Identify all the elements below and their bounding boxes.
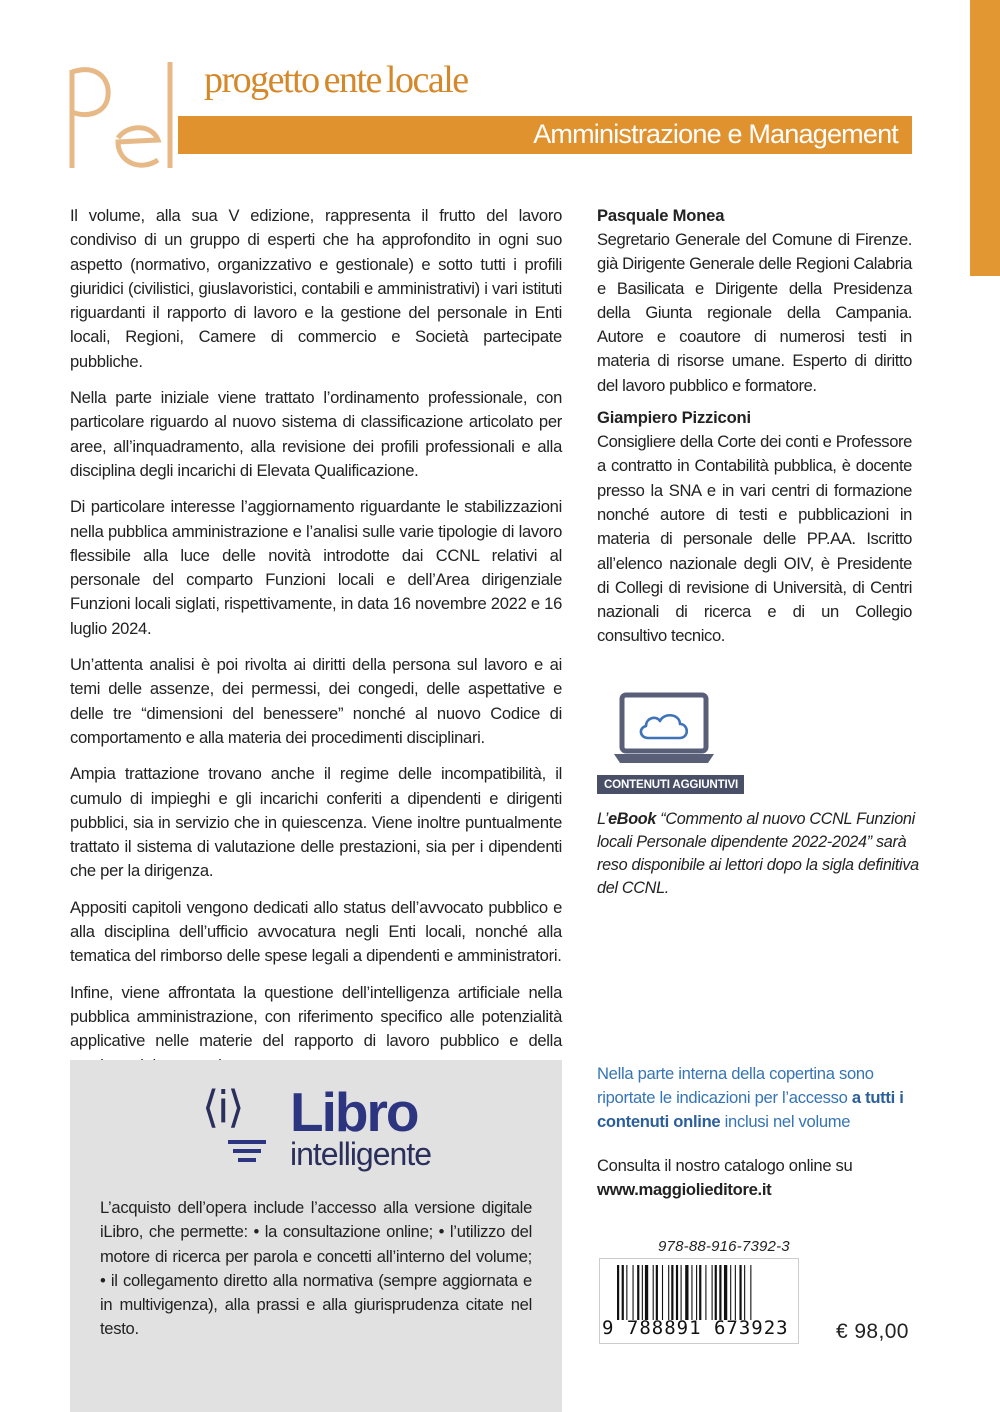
ilibro-bracket: ⟨i⟩: [202, 1082, 243, 1133]
catalog-note: [597, 1154, 927, 1202]
barcode-bar: [735, 1265, 736, 1320]
barcode-bar: [691, 1265, 692, 1320]
barcode-bar: [730, 1265, 731, 1320]
ilibro-subtitle: intelligente: [290, 1136, 431, 1172]
laptop-cloud-icon: [612, 692, 716, 766]
ilibro-word: Libro: [290, 1081, 418, 1143]
barcode-bar: [712, 1265, 713, 1320]
barcode-bar: [705, 1265, 706, 1320]
barcode-box: [599, 1258, 799, 1344]
barcode-bar: [642, 1265, 643, 1320]
ilibro-description: L’acquisto dell’opera include l’accesso alla versione digitale iLibro, che permette: • la consultazione online; • l’utilizzo del motore di ricerca per parola e concetti all’interno del volume; • il collegamento diretto alla normativa (sempre aggiornata e in multivigenza), alla prassi e alla giurisprudenza citate nel testo.: [100, 1198, 532, 1339]
barcode-bar: [637, 1265, 639, 1320]
contenuti-aggiuntivi-badge: CONTENUTI AGGIUNTIVI: [597, 775, 744, 794]
barcode-bar: [739, 1265, 741, 1320]
barcode-bar: [681, 1265, 682, 1320]
pel-logo: [66, 56, 190, 180]
barcode-bar: [676, 1265, 678, 1320]
series-banner: [178, 116, 912, 154]
barcode-bar: [626, 1265, 627, 1320]
barcode-bar: [696, 1265, 697, 1320]
barcode-digits: 9 788891 673923: [602, 1317, 789, 1339]
description-paragraph: Un’attenta analisi è poi rivolta ai diritti della persona sul lavoro e ai temi delle assenze, dei permessi, dei congedi, delle aspettative e delle tre “dimensioni del benessere” nonché al nuovo Codice di comportamento e alla materia dei procedimenti disciplinari.: [70, 655, 562, 747]
orange-edge-tab: [970, 0, 1000, 276]
barcode-bar: [656, 1265, 658, 1320]
barcode-bar: [715, 1265, 717, 1320]
isbn: 978-88-916-7392-3: [658, 1238, 790, 1255]
access-line: Nella parte interna della copertina sono riportate le indicazioni per l’accesso: [597, 1064, 874, 1107]
access-line-end: inclusi nel volume: [724, 1112, 851, 1131]
ebook-title: “Commento al nuovo CCNL Funzioni locali Personale dipendente 2022-2024”: [597, 810, 915, 851]
description-paragraph: Nella parte iniziale viene trattato l’ordinamento professionale, con particolare riguardo al nuovo sistema di classificazione articolato per aree, all’inquadramento, alla revisione dei profili professionali e alla disciplina degli incarichi di Elevata Qualificazione.: [70, 388, 562, 480]
online-access-note: [597, 1062, 927, 1134]
publisher-url[interactable]: www.maggiolieditore.it: [597, 1180, 772, 1199]
authors-section: [597, 204, 912, 657]
ebook-word: eBook: [608, 810, 657, 828]
ilibro-lines-icon: [228, 1140, 266, 1170]
ilibro-logo: [202, 1082, 432, 1174]
barcode-bar: [699, 1265, 701, 1320]
barcode-bar: [719, 1265, 721, 1320]
barcode-bar: [671, 1265, 673, 1320]
author-bio: Segretario Generale del Comune di Firenze. già Dirigente Generale delle Regioni Calabria e Basilicata e Dirigente della Presidenza della Giunta regionale della Campania. Autore e coautore di numerosi testi in materia di risorse umane. Esperto di diritto del lavoro pubblico e formatore.: [597, 230, 912, 395]
barcode-bar: [744, 1265, 745, 1320]
author-bio: Consigliere della Corte dei conti e Professore a contratto in Contabilità pubblica, è docente presso la SNA e in vari centri di formazione nonché autore di testi e pubblicazioni in materia di personale delle PP.AA. Iscritto all’elenco nazionale degli OIV, è Presidente di Collegi di revisione di Università, di Centri nazionali di ricerca e di un Collegio consultivo tecnico.: [597, 432, 912, 646]
author-name: Giampiero Pizziconi: [597, 408, 751, 428]
barcode-bar: [662, 1265, 663, 1320]
author-name: Pasquale Monea: [597, 206, 725, 225]
series-title: progetto ente locale: [204, 59, 468, 101]
series-subtitle: Amministrazione e Management: [533, 119, 898, 149]
barcode-bar: [617, 1265, 619, 1320]
ilibro-box: [70, 1060, 562, 1412]
barcode-bar: [724, 1265, 727, 1320]
ebook-notice: [597, 808, 927, 900]
description-paragraph: Di particolare interesse l’aggiornamento riguardante le stabilizzazioni nella pubblica amministrazione e l’analisi sulle varie tipologie di lavoro flessibile alla luce delle novità introdotte dai CCNL relativi al personale del comparto Funzioni locali e dell’Area dirigenziale Funzioni locali siglati, rispettivamente, in data 16 novembre 2022 e 16 luglio 2024.: [70, 497, 562, 638]
book-description: [70, 204, 562, 1090]
barcode: [617, 1265, 793, 1320]
price: € 98,00: [836, 1320, 909, 1343]
barcode-bar: [685, 1265, 688, 1320]
ebook-prefix: L’: [597, 810, 609, 828]
description-paragraph: Ampia trattazione trovano anche il regime delle incompatibilità, il cumulo di impieghi e gli incarichi conferiti a dipendenti e dirigenti pubblici, sia in servizio che in quiescenza. Viene inoltre puntualmente trattato il sistema di valutazione delle prestazioni, sia per i dipendenti che per la dirigenza.: [70, 764, 562, 881]
barcode-bar: [645, 1265, 648, 1320]
description-paragraph: Appositi capitoli vengono dedicati allo status dell’avvocato pubblico e alla disciplina dell’ufficio avvocatura negli Enti locali, nonché alla tematica del rimborso delle spese legali a dipendenti e amministratori.: [70, 897, 562, 966]
access-strong: a tutti i contenuti online: [597, 1088, 904, 1131]
barcode-bar: [668, 1265, 669, 1320]
catalog-line: Consulta il nostro catalogo online su: [597, 1156, 853, 1175]
barcode-bar: [633, 1265, 634, 1320]
barcode-bar: [750, 1265, 751, 1320]
description-paragraph: Infine, viene affrontata la questione dell’intelligenza artificiale nella pubblica amministrazione, con riferimento specifico alle potenzialità applicative nelle materie del rapporto di lavoro pubblico e della: [70, 982, 562, 1051]
description-paragraph: Il volume, alla sua V edizione, rappresenta il frutto del lavoro condiviso di un gruppo di esperti che ha approfondito in ogni suo aspetto (normativo, organizzativo e gestionale) e sotto tutti i profili giuridici (civilistici, giuslavoristici, contabili e amministrativi) i vari istituti riguardanti il rapporto di lavoro e la gestione del personale in Enti locali, Regioni, Camere di commercio e Società partecipate pubbliche.: [70, 206, 562, 371]
barcode-bar: [622, 1265, 624, 1320]
ebook-rest: sarà reso disponibile ai lettori dopo la sigla definitiva del CCNL.: [597, 833, 919, 897]
barcode-bar: [653, 1265, 654, 1320]
